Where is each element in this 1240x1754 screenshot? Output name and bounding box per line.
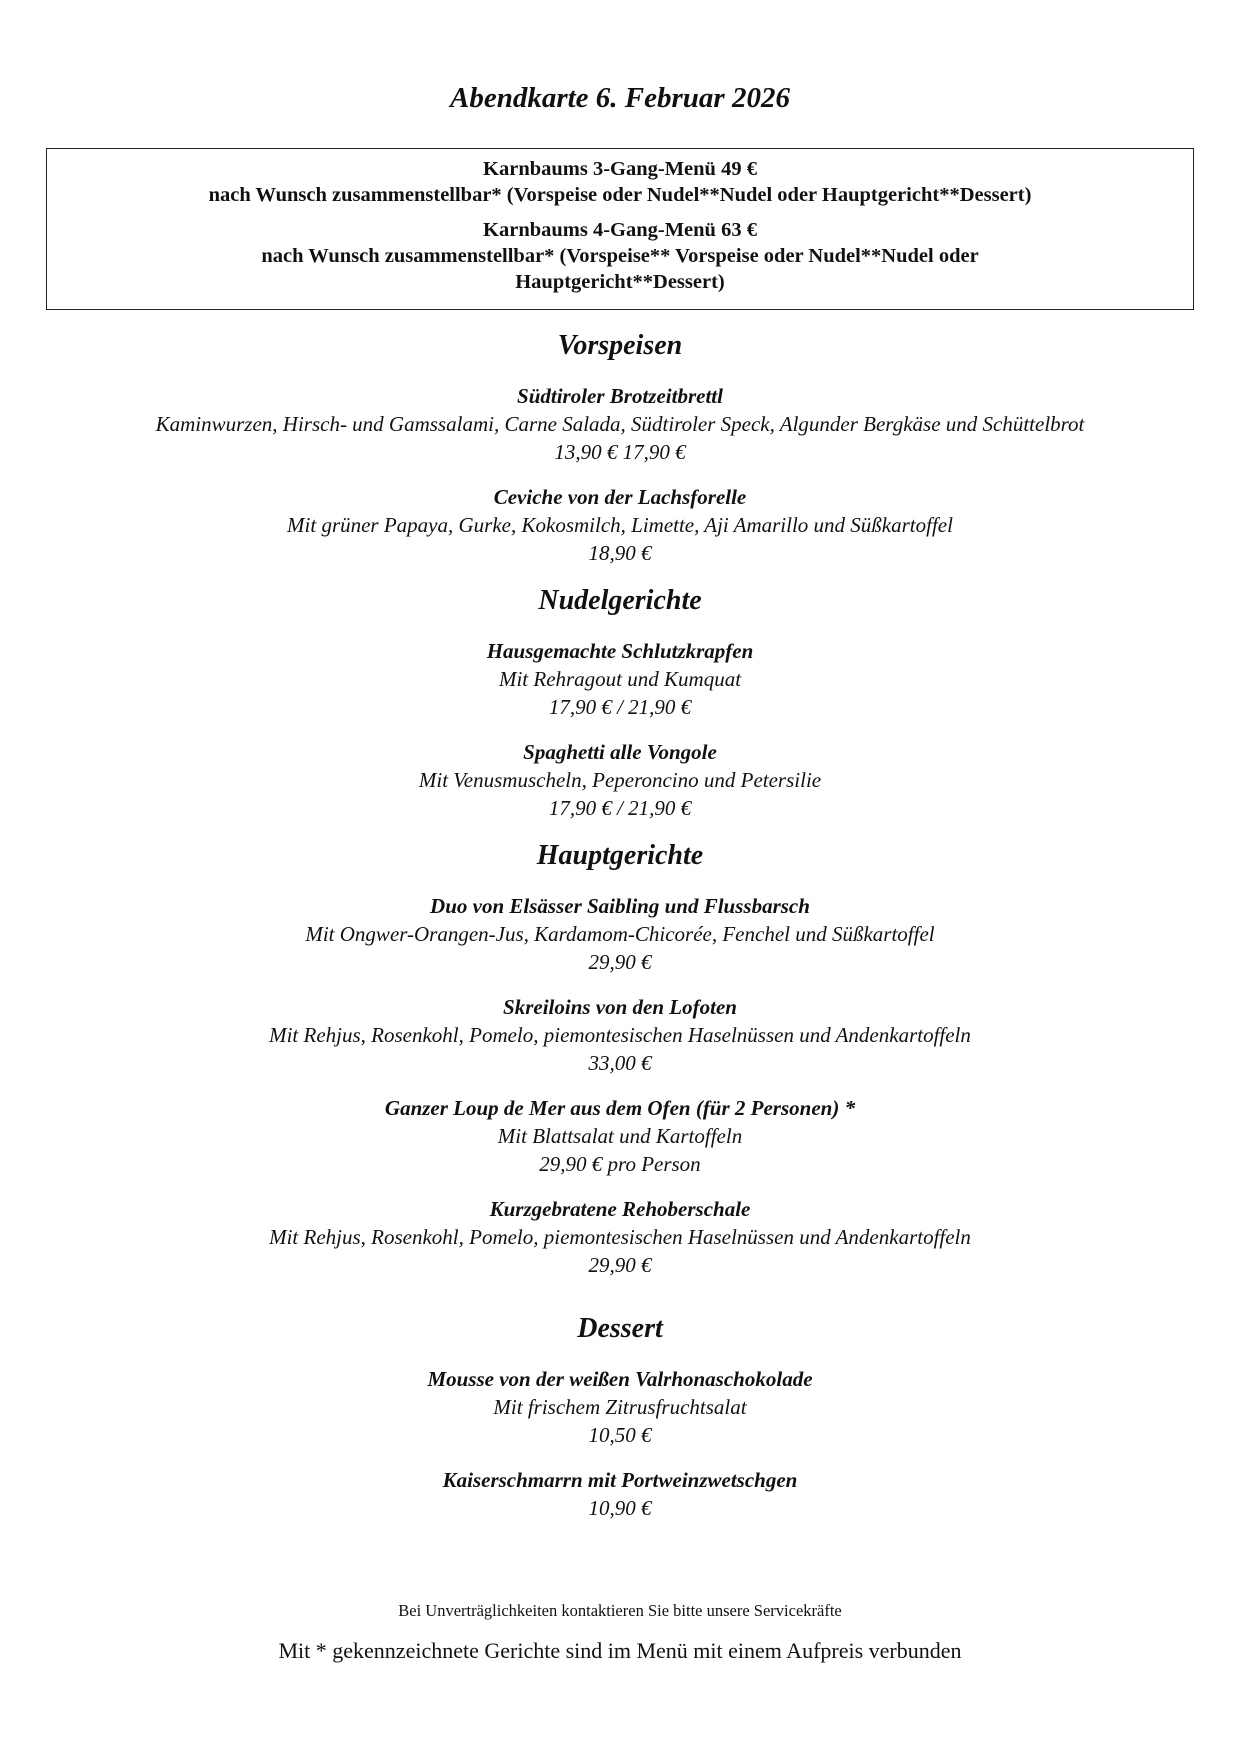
dish-description: Mit Rehjus, Rosenkohl, Pomelo, piemontesischen Haselnüssen und Andenkartoffeln bbox=[269, 1225, 971, 1249]
menu-4-gang-name: Karnbaums 4-Gang-Menü 63 € bbox=[483, 219, 757, 241]
menu-3-gang-description: nach Wunsch zusammenstellbar* (Vorspeise oder Nudel**Nudel oder Hauptgericht**Dessert) bbox=[208, 184, 1032, 206]
dish-price: 29,90 € bbox=[588, 950, 652, 974]
menu-3-gang-name: Karnbaums 3-Gang-Menü 49 € bbox=[483, 158, 757, 180]
dish-name: Spaghetti alle Vongole bbox=[523, 740, 717, 764]
section-heading-hauptgerichte: Hauptgerichte bbox=[536, 840, 704, 871]
dish-name: Skreiloins von den Lofoten bbox=[503, 995, 737, 1019]
section-heading-vorspeisen: Vorspeisen bbox=[557, 330, 683, 361]
dish-name: Mousse von der weißen Valrhonaschokolade bbox=[427, 1367, 813, 1391]
menu-offer-box bbox=[46, 148, 1194, 310]
menu-4-gang-description: nach Wunsch zusammenstellbar* (Vorspeise** Vorspeise oder Nudel**Nudel oder bbox=[261, 245, 979, 267]
dish-price: 10,90 € bbox=[588, 1496, 652, 1520]
dish-name: Ganzer Loup de Mer aus dem Ofen (für 2 Personen) * bbox=[384, 1096, 856, 1120]
dish-price: 18,90 € bbox=[588, 541, 652, 565]
dish-name: Kurzgebratene Rehoberschale bbox=[489, 1197, 751, 1221]
dish-price: 13,90 € 17,90 € bbox=[554, 440, 686, 464]
dish-price: 17,90 € / 21,90 € bbox=[548, 695, 692, 719]
menu-4-gang-description-cont: Hauptgericht**Dessert) bbox=[515, 271, 725, 293]
dish-name: Südtiroler Brotzeitbrettl bbox=[517, 384, 723, 408]
dish-price: 33,00 € bbox=[588, 1051, 652, 1075]
section-heading-nudelgerichte: Nudelgerichte bbox=[538, 585, 702, 616]
dish-price: 17,90 € / 21,90 € bbox=[548, 796, 692, 820]
dish-price: 10,50 € bbox=[588, 1423, 652, 1447]
dish-name: Duo von Elsässer Saibling und Flussbarsch bbox=[430, 894, 810, 918]
dish-name: Ceviche von der Lachsforelle bbox=[493, 485, 747, 509]
dish-description: Mit Blattsalat und Kartoffeln bbox=[497, 1124, 743, 1148]
dish-name: Kaiserschmarrn mit Portweinzwetschgen bbox=[442, 1468, 798, 1492]
allergy-note: Bei Unverträglichkeiten kontaktieren Sie bitte unsere Servicekräfte bbox=[398, 1601, 842, 1620]
dish-price: 29,90 € pro Person bbox=[539, 1152, 701, 1176]
section-heading-dessert: Dessert bbox=[577, 1313, 663, 1344]
dish-description: Mit Venusmuscheln, Peperoncino und Petersilie bbox=[418, 768, 822, 792]
dish-description: Kaminwurzen, Hirsch- und Gamssalami, Carne Salada, Südtiroler Speck, Algunder Bergkäse und Schüttelbrot bbox=[155, 412, 1085, 436]
dish-description: Mit Rehragout und Kumquat bbox=[498, 667, 742, 691]
dish-price: 29,90 € bbox=[588, 1253, 652, 1277]
dish-description: Mit grüner Papaya, Gurke, Kokosmilch, Limette, Aji Amarillo und Süßkartoffel bbox=[287, 513, 953, 537]
dish-name: Hausgemachte Schlutzkrapfen bbox=[486, 639, 754, 663]
dish-description: Mit Ongwer-Orangen-Jus, Kardamom-Chicorée, Fenchel und Süßkartoffel bbox=[305, 922, 935, 946]
dish-description: Mit frischem Zitrusfruchtsalat bbox=[493, 1395, 747, 1419]
page-title: Abendkarte 6. Februar 2026 bbox=[450, 82, 790, 114]
surcharge-note: Mit * gekennzeichnete Gerichte sind im Menü mit einem Aufpreis verbunden bbox=[278, 1638, 962, 1663]
dish-description: Mit Rehjus, Rosenkohl, Pomelo, piemontesischen Haselnüssen und Andenkartoffeln bbox=[269, 1023, 971, 1047]
